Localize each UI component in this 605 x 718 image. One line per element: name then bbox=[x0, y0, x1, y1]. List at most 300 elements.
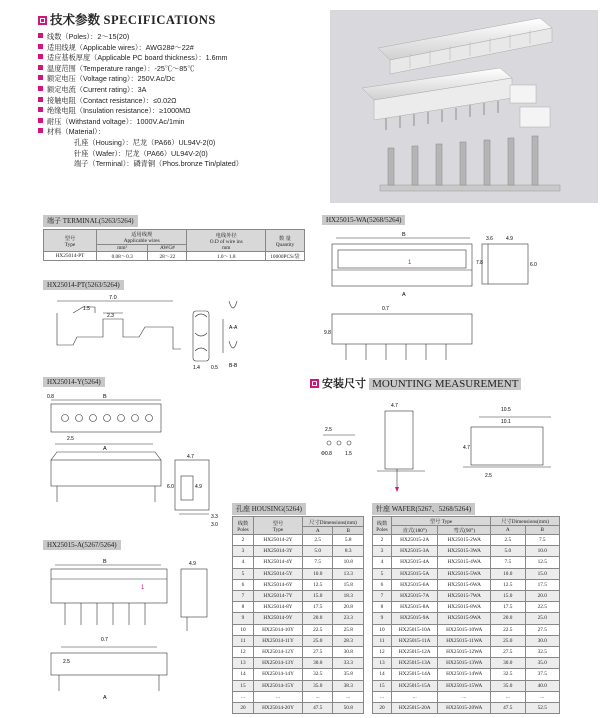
wa-dim-7-8: 7.8 bbox=[476, 260, 483, 266]
table-cell: HX25015-7A bbox=[392, 591, 438, 602]
table-cell: 20.0 bbox=[491, 613, 525, 624]
wafer-h-type: 型号 Type bbox=[392, 517, 491, 526]
table-cell: HX25015-13A bbox=[392, 658, 438, 669]
table-cell: 8 bbox=[373, 602, 392, 613]
y-dim-6-0: 6.0 bbox=[167, 484, 174, 490]
table-cell: 5 bbox=[373, 568, 392, 579]
specs-title: 技术参数 SPECIFICATIONS bbox=[38, 12, 328, 28]
term-h-od-unit: mm bbox=[222, 244, 231, 251]
bullet-icon bbox=[38, 86, 43, 91]
table-cell: 9 bbox=[373, 613, 392, 624]
table-cell: 2.5 bbox=[491, 535, 525, 546]
term-h-qty-en: Quantity bbox=[275, 241, 295, 248]
table-row bbox=[373, 591, 560, 602]
table-cell: 35.0 bbox=[525, 658, 559, 669]
wafer-h-a: A bbox=[491, 526, 525, 535]
mount-dim-10-1: 10.1 bbox=[501, 419, 511, 425]
table-cell: 28.3 bbox=[333, 635, 364, 646]
mount-dim-10-5: 10.5 bbox=[501, 407, 511, 413]
spec-line bbox=[38, 117, 328, 128]
table-cell: 35.0 bbox=[491, 680, 525, 691]
table-cell: HX25015-2A bbox=[392, 535, 438, 546]
wafer-h-b: B bbox=[525, 526, 559, 535]
mount-dim-dia: Φ0.8 bbox=[321, 451, 332, 457]
table-cell: 5.0 bbox=[303, 546, 333, 557]
wa-dim-4-9: 4.9 bbox=[506, 236, 513, 242]
table-row bbox=[373, 691, 560, 702]
spec-line bbox=[38, 32, 328, 43]
table-cell: HX25014-13Y bbox=[254, 658, 303, 669]
bullet-icon bbox=[38, 16, 47, 25]
y-dim-2-5: 2.5 bbox=[67, 436, 74, 442]
table-cell: 14 bbox=[373, 669, 392, 680]
table-cell: 17.5 bbox=[491, 602, 525, 613]
table-row bbox=[233, 647, 364, 658]
table-cell: 2 bbox=[373, 535, 392, 546]
table-cell: ... bbox=[303, 691, 333, 702]
spec-line bbox=[38, 96, 328, 107]
table-cell: 30.0 bbox=[491, 658, 525, 669]
y-dim-4-9: 4.9 bbox=[195, 484, 202, 490]
table-row bbox=[373, 546, 560, 557]
table-cell: 18.3 bbox=[333, 591, 364, 602]
term-h-awg: AWG# bbox=[148, 245, 187, 252]
table-row bbox=[233, 557, 364, 568]
a-label-a: A bbox=[103, 695, 107, 701]
table-cell: 25.8 bbox=[333, 624, 364, 635]
table-cell: 30.0 bbox=[525, 635, 559, 646]
table-row bbox=[373, 568, 560, 579]
table-row bbox=[373, 680, 560, 691]
spec-text: 接触电阻（Contact resistance）：≤0.02Ω bbox=[47, 95, 177, 105]
spec-line bbox=[38, 53, 328, 64]
spec-text: 材料（Material）： bbox=[47, 127, 105, 137]
table-cell: 15 bbox=[373, 680, 392, 691]
table-row bbox=[373, 703, 560, 714]
spec-text: 适用线规（Applicable wires）：AWG28#～22# bbox=[47, 42, 194, 52]
spec-line bbox=[38, 64, 328, 75]
table-cell: 15 bbox=[233, 680, 254, 691]
a-dim-2-5: 2.5 bbox=[63, 659, 70, 665]
table-cell: 17.5 bbox=[525, 579, 559, 590]
table-cell: 14 bbox=[233, 669, 254, 680]
wa-dim-0-7: 0.7 bbox=[382, 306, 389, 312]
table-cell: 27.5 bbox=[303, 647, 333, 658]
table-cell: HX25014-15Y bbox=[254, 680, 303, 691]
table-row bbox=[373, 557, 560, 568]
wafer-table bbox=[372, 516, 560, 714]
term-h-od-en: O.D of wire ins bbox=[209, 238, 243, 245]
table-cell: ... bbox=[233, 691, 254, 702]
hous-h-poles-en: Poles bbox=[237, 526, 249, 533]
table-cell: 32.5 bbox=[491, 669, 525, 680]
a-dim-0-7: 0.7 bbox=[101, 637, 108, 643]
table-row bbox=[233, 591, 364, 602]
mounting-title bbox=[310, 375, 521, 391]
table-cell: 6 bbox=[373, 579, 392, 590]
mount-title-cn: 安装尺寸 bbox=[322, 378, 366, 390]
materials-list bbox=[74, 138, 328, 170]
hous-h-poles-cn: 线数 bbox=[237, 520, 249, 527]
y-title: HX25014-Y(5264) bbox=[43, 377, 105, 387]
table-cell: HX25015-5WA bbox=[438, 568, 491, 579]
table-cell: 20 bbox=[233, 703, 254, 714]
table-cell: HX25015-15WA bbox=[438, 680, 491, 691]
table-cell: 7.5 bbox=[525, 535, 559, 546]
table-cell: 9 bbox=[233, 613, 254, 624]
table-cell: 11 bbox=[373, 635, 392, 646]
table-cell: 35.0 bbox=[303, 680, 333, 691]
specs-list bbox=[38, 32, 328, 138]
table-row bbox=[373, 647, 560, 658]
bullet-icon bbox=[38, 75, 43, 80]
spec-line bbox=[38, 74, 328, 85]
table-cell: 38.3 bbox=[333, 680, 364, 691]
y-dim-3-3: 3.3 bbox=[211, 514, 218, 520]
hous-h-type-cn: 型号 bbox=[272, 520, 284, 527]
table-cell: 22.5 bbox=[303, 624, 333, 635]
pt-dim-1-4: 1.4 bbox=[193, 365, 200, 371]
hous-h-b: B bbox=[333, 527, 364, 535]
table-cell: HX25014-7Y bbox=[254, 591, 303, 602]
wa-wafer-drawing bbox=[322, 230, 592, 368]
table-row bbox=[233, 579, 364, 590]
table-cell: HX25014-8Y bbox=[254, 602, 303, 613]
mount-dim-4-7: 4.7 bbox=[391, 403, 398, 409]
table-cell: HX25015-12A bbox=[392, 647, 438, 658]
term-h-od-cn: 电线外径 bbox=[215, 232, 237, 239]
table-cell: HX25014-3Y bbox=[254, 546, 303, 557]
table-cell: HX25015-3WA bbox=[438, 546, 491, 557]
table-cell: 25.0 bbox=[303, 635, 333, 646]
table-cell: HX25015-4A bbox=[392, 557, 438, 568]
table-cell: 22.5 bbox=[525, 602, 559, 613]
table-cell: HX25015-20WA bbox=[438, 703, 491, 714]
table-cell: 47.5 bbox=[303, 703, 333, 714]
table-cell: 10.8 bbox=[333, 557, 364, 568]
specs-section bbox=[38, 12, 328, 170]
pt-aa: A-A bbox=[229, 325, 238, 331]
table-cell: HX25014-11Y bbox=[254, 635, 303, 646]
table-cell: 22.5 bbox=[491, 624, 525, 635]
spec-line bbox=[38, 43, 328, 54]
table-cell: HX25015-14A bbox=[392, 669, 438, 680]
y-label-a: A bbox=[103, 446, 107, 452]
spec-text: 温度范围（Temperature range）：-25℃～85℃ bbox=[47, 63, 195, 73]
table-cell: HX25015-13WA bbox=[438, 658, 491, 669]
wafer-h-poles-en: Poles bbox=[376, 526, 388, 533]
table-row bbox=[233, 613, 364, 624]
table-cell: 33.3 bbox=[333, 658, 364, 669]
table-row bbox=[373, 613, 560, 624]
table-cell: HX25015-8WA bbox=[438, 602, 491, 613]
term-h-wires-cn: 适用线规 bbox=[131, 232, 153, 238]
table-cell: 3 bbox=[373, 546, 392, 557]
table-cell: 6 bbox=[233, 579, 254, 590]
table-cell: 27.5 bbox=[491, 647, 525, 658]
y-housing-drawing bbox=[43, 392, 233, 530]
table-row bbox=[233, 669, 364, 680]
table-cell: 10.0 bbox=[491, 568, 525, 579]
mount-dim-2-5b: 2.5 bbox=[485, 473, 492, 479]
table-row bbox=[233, 680, 364, 691]
term-h-model-en: Type bbox=[64, 241, 76, 248]
bullet-icon bbox=[38, 97, 43, 102]
bullet-icon bbox=[38, 65, 43, 70]
wa-dim-3-6: 3.6 bbox=[486, 236, 493, 242]
table-cell: 7.5 bbox=[303, 557, 333, 568]
table-cell: HX25015-8A bbox=[392, 602, 438, 613]
wa-title: HX25015-WA(5268/5264) bbox=[322, 215, 405, 225]
table-cell: 32.5 bbox=[525, 647, 559, 658]
table-cell: 40.0 bbox=[525, 680, 559, 691]
y-dim-4-7: 4.7 bbox=[187, 454, 194, 460]
a-label-b: B bbox=[103, 559, 107, 565]
table-cell: 5 bbox=[233, 568, 254, 579]
y-dim-3-0: 3.0 bbox=[211, 522, 218, 528]
table-cell: 20.0 bbox=[525, 591, 559, 602]
terminal-table bbox=[43, 229, 305, 261]
table-cell: HX25015-4WA bbox=[438, 557, 491, 568]
wa-dim-9-8: 9.8 bbox=[324, 330, 331, 336]
table-cell: 7.5 bbox=[491, 557, 525, 568]
spec-line bbox=[38, 106, 328, 117]
table-row bbox=[233, 602, 364, 613]
bullet-icon bbox=[38, 54, 43, 59]
table-cell: 13 bbox=[233, 658, 254, 669]
spec-text: 绝缘电阻（Insulation resistance）：≥1000MΩ bbox=[47, 106, 191, 116]
table-cell: ... bbox=[438, 691, 491, 702]
table-cell: HX25015-20A bbox=[392, 703, 438, 714]
material-line: 端子（Terminal）：磷青铜（Phos.bronze Tin/plated） bbox=[74, 159, 243, 169]
table-cell: HX25015-2WA bbox=[438, 535, 491, 546]
pt-title: HX25014-PT(5263/5264) bbox=[43, 280, 124, 290]
table-cell: HX25014-10Y bbox=[254, 624, 303, 635]
table-cell: 7 bbox=[373, 591, 392, 602]
pt-terminal-drawing bbox=[43, 293, 253, 373]
table-cell: 10.0 bbox=[303, 568, 333, 579]
spec-text: 适应基板厚度（Applicable PC board thickness）：1.6mm bbox=[47, 53, 228, 63]
pt-dim-2-3: 2.3 bbox=[107, 313, 114, 319]
table-cell: 15.0 bbox=[303, 591, 333, 602]
table-cell: 25.0 bbox=[525, 613, 559, 624]
table-cell: HX25015-9A bbox=[392, 613, 438, 624]
table-cell: ... bbox=[525, 691, 559, 702]
table-cell: 5.8 bbox=[333, 535, 364, 546]
table-cell: HX25014-5Y bbox=[254, 568, 303, 579]
table-cell: 37.5 bbox=[525, 669, 559, 680]
table-cell: 4 bbox=[373, 557, 392, 568]
table-cell: ... bbox=[491, 691, 525, 702]
table-cell: HX25015-12WA bbox=[438, 647, 491, 658]
a-pin-one: 1 bbox=[141, 585, 145, 591]
wa-label-a: A bbox=[402, 292, 406, 298]
table-cell: 2 bbox=[233, 535, 254, 546]
table-cell: HX25014-12Y bbox=[254, 647, 303, 658]
bullet-icon bbox=[310, 379, 319, 388]
term-h-mm2: mm² bbox=[97, 245, 148, 252]
table-cell: 20.0 bbox=[303, 613, 333, 624]
table-cell: 52.5 bbox=[525, 703, 559, 714]
pt-dim-0-5: 0.5 bbox=[211, 365, 218, 371]
table-cell: HX25014-20Y bbox=[254, 703, 303, 714]
table-cell: 10 bbox=[373, 624, 392, 635]
hous-h-type-en: Type bbox=[272, 526, 284, 533]
wafer-h-dim: 尺寸Dimensions(mm) bbox=[491, 517, 560, 526]
table-cell: 23.3 bbox=[333, 613, 364, 624]
table-cell: 12 bbox=[373, 647, 392, 658]
table-cell: ... bbox=[254, 691, 303, 702]
table-cell: 15.0 bbox=[491, 591, 525, 602]
bullet-icon bbox=[38, 128, 43, 133]
table-cell: HX25015-14WA bbox=[438, 669, 491, 680]
table-row bbox=[233, 568, 364, 579]
table-row bbox=[373, 658, 560, 669]
pt-dim-1-5: 1.5 bbox=[83, 306, 90, 312]
table-cell: HX25015-3A bbox=[392, 546, 438, 557]
spec-line bbox=[38, 127, 328, 138]
term-cell: 1.0～1.8 bbox=[187, 252, 266, 261]
table-cell: 11 bbox=[233, 635, 254, 646]
table-cell: 15.0 bbox=[525, 568, 559, 579]
bullet-icon bbox=[38, 44, 43, 49]
term-h-model-cn: 型号 bbox=[64, 235, 76, 242]
table-cell: 30.0 bbox=[303, 658, 333, 669]
table-cell: 4 bbox=[233, 557, 254, 568]
table-cell: 17.5 bbox=[303, 602, 333, 613]
a-dim-4-9: 4.9 bbox=[189, 561, 196, 567]
mount-dim-2-5: 2.5 bbox=[325, 427, 332, 433]
mount-dim-4-7b: 4.7 bbox=[463, 445, 470, 451]
table-cell: 35.8 bbox=[333, 669, 364, 680]
table-row bbox=[233, 658, 364, 669]
table-cell: HX25015-6A bbox=[392, 579, 438, 590]
table-cell: 12.5 bbox=[525, 557, 559, 568]
table-cell: HX25015-9WA bbox=[438, 613, 491, 624]
bullet-icon bbox=[38, 33, 43, 38]
term-cell: 28～22 bbox=[148, 252, 187, 261]
hous-h-a: A bbox=[303, 527, 333, 535]
table-cell: 25.0 bbox=[491, 635, 525, 646]
table-cell: 3 bbox=[233, 546, 254, 557]
spec-line bbox=[38, 85, 328, 96]
term-cell: 10000PCS/袋 bbox=[266, 252, 305, 261]
table-row bbox=[233, 624, 364, 635]
connector-photo-icon bbox=[330, 10, 598, 203]
table-row bbox=[373, 579, 560, 590]
table-cell: 8 bbox=[233, 602, 254, 613]
table-cell: 30.8 bbox=[333, 647, 364, 658]
product-photo bbox=[330, 10, 598, 203]
pt-dim-len: 7.0 bbox=[109, 295, 117, 301]
table-cell: ... bbox=[333, 691, 364, 702]
term-cell: HX25014-PT bbox=[44, 252, 97, 261]
table-row bbox=[373, 602, 560, 613]
table-cell: HX25015-11WA bbox=[438, 635, 491, 646]
y-dim-0-8: 0.8 bbox=[47, 394, 54, 400]
a-wafer-drawing bbox=[43, 555, 233, 703]
table-cell: HX25014-6Y bbox=[254, 579, 303, 590]
table-cell: 13.3 bbox=[333, 568, 364, 579]
table-cell: 12 bbox=[233, 647, 254, 658]
table-cell: 2.5 bbox=[303, 535, 333, 546]
mounting-drawing bbox=[315, 393, 595, 493]
table-cell: 20.8 bbox=[333, 602, 364, 613]
y-label-b: B bbox=[103, 394, 107, 400]
table-cell: 8.3 bbox=[333, 546, 364, 557]
table-cell: HX25014-2Y bbox=[254, 535, 303, 546]
table-cell: 12.5 bbox=[303, 579, 333, 590]
table-row bbox=[373, 535, 560, 546]
table-cell: HX25015-11A bbox=[392, 635, 438, 646]
hous-h-dim: 尺寸Dimensions(mm) bbox=[303, 517, 364, 527]
term-h-qty-cn: 数 量 bbox=[279, 235, 291, 242]
term-h-wires-en: Applicable wires bbox=[123, 238, 160, 244]
material-line: 针座（Wafer）：尼龙（PA66）UL94V-2(0) bbox=[74, 148, 208, 158]
wafer-h-straight: 直式(180°) bbox=[392, 526, 438, 535]
table-cell: 20 bbox=[373, 703, 392, 714]
spec-text: 线数（Poles）：2～15(20) bbox=[47, 32, 130, 41]
wa-label-b: B bbox=[402, 232, 406, 238]
table-cell: 27.5 bbox=[525, 624, 559, 635]
pt-bb: B-B bbox=[229, 363, 238, 369]
table-row bbox=[233, 546, 364, 557]
table-cell: 50.8 bbox=[333, 703, 364, 714]
table-cell: 7 bbox=[233, 591, 254, 602]
table-cell: 10 bbox=[233, 624, 254, 635]
spec-text: 耐压（Withstand voltage）：1000V.Ac/1min bbox=[47, 116, 185, 126]
term-cell: 0.08～0.3 bbox=[97, 252, 148, 261]
table-row bbox=[233, 691, 364, 702]
table-cell: HX25014-9Y bbox=[254, 613, 303, 624]
table-cell: 32.5 bbox=[303, 669, 333, 680]
terminal-title: 端子 TERMINAL(5263/5264) bbox=[43, 215, 138, 227]
table-cell: HX25015-6WA bbox=[438, 579, 491, 590]
table-cell: HX25014-4Y bbox=[254, 557, 303, 568]
bullet-icon bbox=[38, 118, 43, 123]
table-cell: HX25015-10A bbox=[392, 624, 438, 635]
housing-table bbox=[232, 516, 364, 714]
bullet-icon bbox=[38, 107, 43, 112]
table-row bbox=[373, 635, 560, 646]
table-cell: 5.0 bbox=[491, 546, 525, 557]
table-cell: 13 bbox=[373, 658, 392, 669]
spec-text: 额定电流（Current rating）：3A bbox=[47, 84, 147, 94]
table-cell: 10.0 bbox=[525, 546, 559, 557]
table-cell: HX25015-7WA bbox=[438, 591, 491, 602]
mount-title-en: MOUNTING MEASUREMENT bbox=[369, 378, 521, 390]
wafer-h-poles-cn: 线数 bbox=[376, 520, 388, 527]
mount-dim-1-5: 1.5 bbox=[345, 451, 352, 457]
table-cell: HX25015-10WA bbox=[438, 624, 491, 635]
table-row bbox=[373, 669, 560, 680]
table-cell: ... bbox=[373, 691, 392, 702]
housing-title: 孔座 HOUSING(5264) bbox=[232, 503, 306, 515]
table-row bbox=[233, 703, 364, 714]
table-row bbox=[233, 535, 364, 546]
table-cell: ... bbox=[392, 691, 438, 702]
a-title: HX25015-A(5267/5264) bbox=[43, 540, 121, 550]
material-line: 孔座（Housing）：尼龙（PA66）UL94V-2(0) bbox=[74, 137, 216, 147]
table-cell: HX25015-5A bbox=[392, 568, 438, 579]
wafer-title: 针座 WAFER(5267、5268/5264) bbox=[372, 503, 475, 515]
wa-pin-one: 1 bbox=[408, 260, 412, 266]
table-row bbox=[373, 624, 560, 635]
table-cell: 47.5 bbox=[491, 703, 525, 714]
spec-text: 额定电压（Voltage rating）：250V.Ac/Dc bbox=[47, 74, 175, 84]
wafer-h-right: 弯式(90°) bbox=[438, 526, 491, 535]
table-cell: 12.5 bbox=[491, 579, 525, 590]
